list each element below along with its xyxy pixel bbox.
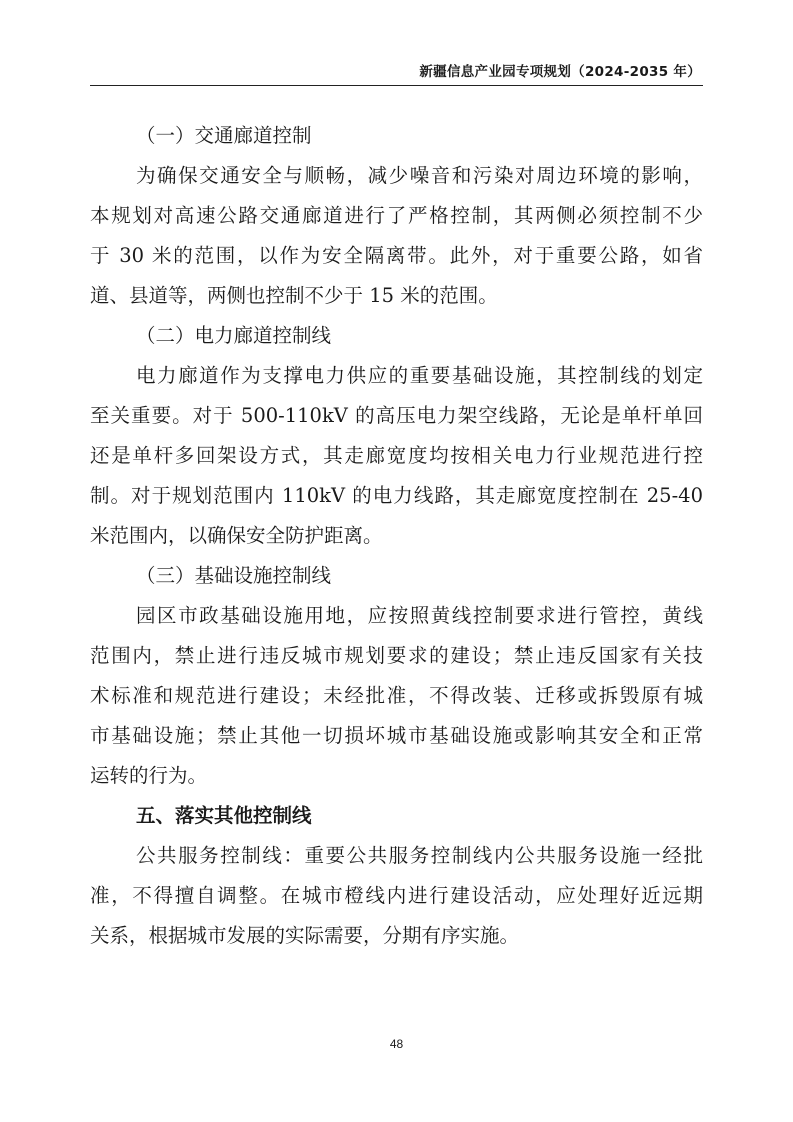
paragraph-line: 道、县道等，两侧也控制不少于 15 米的范围。 [90,284,498,307]
paragraph-line: 关系，根据城市发展的实际需要，分期有序实施。 [90,924,520,947]
paragraph-line: 准，不得擅自调整。在城市橙线内进行建设活动，应处理好近远期 [90,884,703,907]
page-number: 48 [389,1037,404,1051]
section-heading-other-control-lines: 五、落实其他控制线 [136,804,312,827]
paragraph-line: 制。对于规划范围内 110kV 的电力线路，其走廊宽度控制在 25-40 [90,484,703,507]
paragraph-line: 园区市政基础设施用地，应按照黄线控制要求进行管控，黄线 [136,604,703,627]
paragraph-line: 运转的行为。 [90,764,208,787]
paragraph-line: 米范围内，以确保安全防护距离。 [90,524,383,547]
running-header-title: 新疆信息产业园专项规划（2024-2035 年） [419,64,701,80]
paragraph-line: 市基础设施；禁止其他一切损坏城市基础设施或影响其安全和正常 [90,724,703,747]
paragraph-line: 于 30 米的范围，以作为安全隔离带。此外，对于重要公路，如省 [90,244,703,267]
paragraph-line: 电力廊道作为支撑电力供应的重要基础设施，其控制线的划定 [136,364,703,387]
subsection-heading-power-corridor: （二）电力廊道控制线 [136,324,332,347]
paragraph-line: 为确保交通安全与顺畅，减少噪音和污染对周边环境的影响， [136,164,703,187]
subsection-heading-traffic-corridor: （一）交通廊道控制 [136,124,312,147]
header-divider [90,85,703,86]
document-body [90,116,703,956]
paragraph-line: 还是单杆多回架设方式，其走廊宽度均按相关电力行业规范进行控 [90,444,703,467]
subsection-heading-infrastructure: （三）基础设施控制线 [136,564,332,587]
paragraph-line: 至关重要。对于 500-110kV 的高压电力架空线路，无论是单杆单回 [90,404,703,427]
paragraph-line: 本规划对高速公路交通廊道进行了严格控制，其两侧必须控制不少 [90,204,703,227]
paragraph-line: 公共服务控制线：重要公共服务控制线内公共服务设施一经批 [136,844,703,867]
paragraph-line: 术标准和规范进行建设；未经批准，不得改装、迁移或拆毁原有城 [90,684,703,707]
paragraph-line: 范围内，禁止进行违反城市规划要求的建设；禁止违反国家有关技 [90,644,703,667]
